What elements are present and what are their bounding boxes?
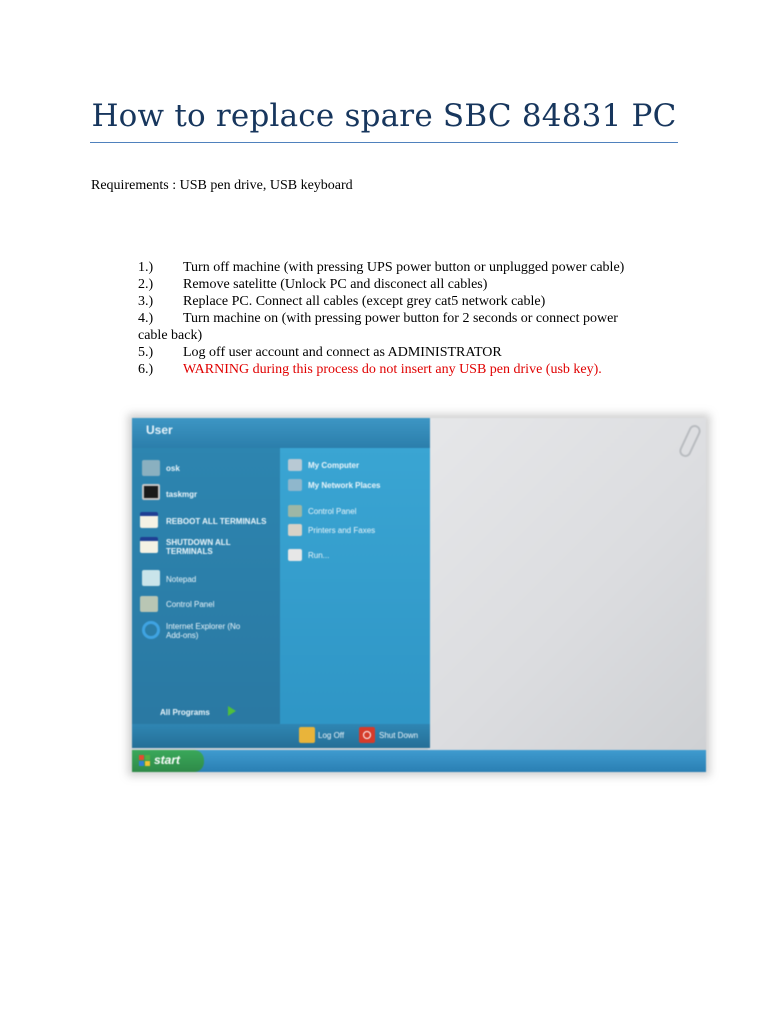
steps-list [138, 259, 678, 378]
step-text: Remove satelitte (Unlock PC and disconect all cables) [183, 277, 488, 292]
step-number: 1.) [138, 260, 154, 275]
menu-item-internet-explorer-line2[interactable]: Add-ons) [166, 631, 199, 640]
page-title: How to replace spare SBC 84831 PC [91, 98, 677, 134]
paperclip-icon [677, 423, 702, 459]
menu-item-shutdown-all-terminals-line2[interactable]: TERMINALS [166, 547, 213, 556]
menu-item-reboot-all-terminals[interactable]: REBOOT ALL TERMINALS [166, 517, 267, 526]
menu-item-printers-and-faxes[interactable]: Printers and Faxes [308, 526, 376, 535]
network-icon [288, 479, 302, 491]
shut-down-icon [359, 727, 375, 743]
menu-item-run[interactable]: Run... [308, 551, 330, 560]
step-item [138, 293, 678, 310]
step-item [138, 310, 678, 344]
printer-icon [288, 524, 302, 536]
step-number: 5.) [138, 345, 154, 360]
desktop-background [428, 418, 706, 750]
step-number: 4.) [138, 311, 154, 326]
screenshot-photo [132, 418, 706, 772]
menu-item-my-computer[interactable]: My Computer [308, 461, 360, 470]
menu-item-shutdown-all-terminals[interactable]: SHUTDOWN ALL [166, 538, 231, 547]
start-label: start [154, 753, 181, 767]
requirements-text: Requirements : USB pen drive, USB keyboard [91, 178, 353, 193]
control-panel-icon [288, 505, 302, 517]
step-number: 2.) [138, 277, 154, 292]
menu-item-control-panel[interactable]: Control Panel [166, 600, 215, 609]
windows-flag-icon [139, 755, 151, 767]
log-off-button[interactable]: Log Off [318, 731, 345, 740]
menu-item-osk[interactable]: osk [166, 464, 180, 473]
menu-item-control-panel-right[interactable]: Control Panel [308, 507, 357, 516]
menu-item-taskmgr[interactable]: taskmgr [166, 490, 198, 499]
step-text: Turn machine on (with pressing power button for 2 seconds or connect power [183, 311, 618, 326]
step-text: Replace PC. Connect all cables (except grey cat5 network cable) [183, 294, 546, 309]
control-panel-icon [140, 596, 158, 612]
keyboard-icon [142, 460, 160, 476]
internet-explorer-icon [142, 621, 160, 639]
step-item [138, 344, 678, 361]
all-programs-button[interactable]: All Programs [160, 708, 210, 717]
user-name: User [146, 423, 173, 437]
run-icon [288, 549, 302, 561]
monitor-icon [142, 484, 160, 500]
window-icon [140, 537, 158, 553]
computer-icon [288, 459, 302, 471]
step-item [138, 276, 678, 293]
step-item-warning [138, 361, 678, 378]
step-text-continued: cable back) [138, 328, 203, 343]
start-button[interactable] [132, 750, 204, 772]
start-menu-header [132, 418, 430, 448]
title-divider [90, 142, 678, 143]
notepad-icon [142, 570, 160, 586]
menu-item-internet-explorer[interactable]: Internet Explorer (No [166, 622, 241, 631]
step-number: 3.) [138, 294, 154, 309]
arrow-right-icon [228, 706, 236, 716]
step-text: Log off user account and connect as ADMINISTRATOR [183, 345, 502, 360]
taskbar [132, 750, 706, 772]
step-number: 6.) [138, 362, 154, 377]
step-item [138, 259, 678, 276]
shut-down-button[interactable]: Shut Down [379, 731, 419, 740]
step-text: Turn off machine (with pressing UPS power button or unplugged power cable) [183, 260, 625, 275]
window-icon [140, 512, 158, 528]
menu-item-notepad[interactable]: Notepad [166, 575, 197, 584]
menu-item-my-network-places[interactable]: My Network Places [308, 481, 381, 490]
start-menu [132, 418, 430, 748]
warning-text: WARNING during this process do not insert any USB pen drive (usb key). [183, 362, 602, 377]
log-off-icon [299, 727, 315, 743]
